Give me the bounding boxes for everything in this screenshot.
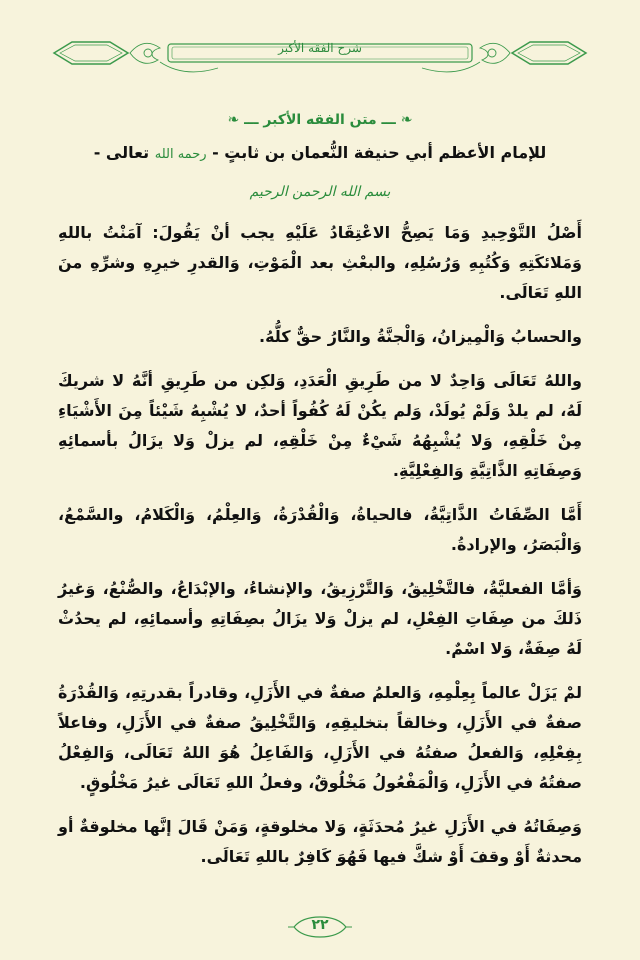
page-number-frame: [288, 916, 352, 938]
paragraph: واللهُ تَعَالَى وَاحِدٌ لا من طَرِيقِ الْعَدَدِ، وَلكِن من طَرِيقِ أنَّهُ لا شريكَ لَهُ، لم يلدْ وَلَمْ يُولَدْ، وَلم يكُنْ لَهُ كُفُواً أحدٌ، لا يُشْبِهُ شَيْئاً مِنَ الأَشْيَاءِ مِنْ خَلْقِهِ، وَلا يُشْبِهُهُ شَيْءٌ مِنْ خَلْقِهِ، لم يزلْ وَلا يزَالُ بأسمائِهِ وَصِفَاتِهِ الذَّاتِيَّةِ وَالفِعْلِيَّةِ.: [58, 371, 582, 480]
paragraph: أَمَّا الصِّفَاتُ الذَّاتِيَّةُ، فالحياةُ، وَالْقُدْرَةُ، وَالعِلْمُ، وَالْكَلامُ، والسَّمْعُ، وَالْبَصَرُ، والإرادةُ.: [58, 505, 582, 554]
paragraph: وَصِفَاتُهُ في الأَزَلِ غيرُ مُحدَثَةٍ، وَلا مخلوقةٍ، وَمَنْ قَالَ إنَّها مخلوقةٌ أو محدثةٌ أَوْ وقفَ أَوْ شكَّ فيها فَهُوَ كَافِرٌ باللهِ تَعَالَى.: [58, 817, 582, 866]
section-title: [0, 112, 640, 128]
paragraph: أَصْلُ التَّوْحِيدِ وَمَا يَصِحُّ الاعْتِقَادُ عَلَيْهِ يجب أنْ يَقُولَ: آمَنْتُ باللهِ وَمَلائكَتِهِ وَكُتُبِهِ وَرُسُلِهِ، والبعْثِ بعد الْمَوْتِ، وَالقدرِ خيرِهِ وشرِّهِ منَ اللهِ تَعَالَى.: [58, 223, 582, 302]
paragraph: والحسابُ وَالْمِيزانُ، وَالْجنَّةُ والنَّارُ حقٌّ كلُّهُ.: [258, 327, 582, 346]
flower-ornament-icon: ـــ ❧: [227, 112, 259, 128]
author-line: [62, 143, 578, 162]
author-prefix: للإمام الأعظم أبي حنيفة النُّعمان بن ثابتٍ -: [212, 143, 547, 162]
paragraph: وَأمَّا الفعليَّةُ، فالتَّخْلِيقُ، وَالتَّرْزِيقُ، والإنشاءُ، والإبْدَاعُ، والصُّنْعُ، وَغيرُ ذَلكَ من صِفَاتِ الفِعْلِ، لم يزلْ وَلا يزَالُ بصِفَاتِهِ وأسمائِهِ، لم يحدُثْ لَهُ صِفَةٌ، وَلا اسْمٌ.: [58, 579, 582, 658]
paragraph: لمْ يَزَلْ عالماً بِعِلْمِهِ، وَالعلمُ صفةٌ في الأَزَلِ، وقادراً بقدرتِهِ، وَالقُدْرَةُ صفةٌ في الأَزَلِ، وخالقاً بتخليقِهِ، وَالتَّخْلِيقُ صفةٌ في الأَزَلِ، وفاعلاً بِفِعْلِهِ، وَالفعلُ صفتُهُ في الأَزَلِ، وَالفَاعِلُ هُوَ اللهُ تَعَالَى، وَالفِعْلُ صفتُهُ في الأَزَلِ، وَالْمَفْعُولُ مَخْلُوقٌ، وفعلُ اللهِ تَعَالَى غيرُ مَخْلُوقٍ.: [58, 683, 582, 792]
main-text: [58, 218, 582, 886]
basmala: بسم الله الرحمن الرحيم: [249, 184, 391, 200]
author-suffix: تعالى -: [93, 143, 150, 162]
page-header: [48, 38, 592, 88]
section-title-text: متن الفقه الأكبر: [263, 112, 377, 128]
page-number: ٢٢: [311, 917, 329, 933]
rahma-calligraphy: رحمه الله: [154, 147, 207, 162]
header-title: شرح الفقه الأكبر: [278, 41, 362, 55]
flower-ornament-icon: ❧ ـــ: [381, 112, 413, 128]
